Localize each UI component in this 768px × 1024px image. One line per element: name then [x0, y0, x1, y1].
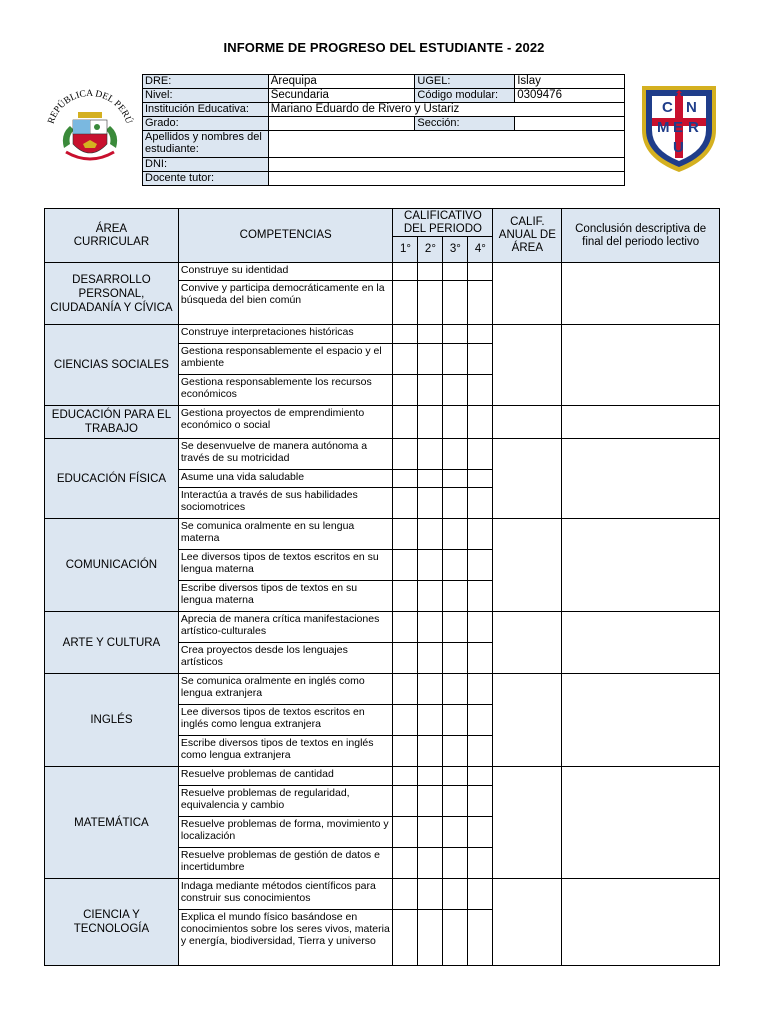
- area-name: COMUNICACIÓN: [45, 519, 179, 612]
- grade-cell-period-4[interactable]: [468, 263, 493, 281]
- grade-cell-period-3[interactable]: [443, 879, 468, 910]
- table-row: [45, 406, 720, 439]
- grade-cell-period-2[interactable]: [418, 406, 443, 439]
- annual-grade-cell[interactable]: [493, 325, 562, 406]
- nivel-label: Nivel:: [143, 89, 269, 103]
- grade-cell-period-1[interactable]: [393, 281, 418, 325]
- competencia: Gestiona proyectos de emprendimiento económico o social: [178, 406, 393, 439]
- grade-cell-period-3[interactable]: [443, 470, 468, 488]
- docente-value[interactable]: [268, 172, 624, 186]
- grade-cell-period-3[interactable]: [443, 263, 468, 281]
- grade-cell-period-1[interactable]: [393, 817, 418, 848]
- grade-cell-period-2[interactable]: [418, 470, 443, 488]
- grade-cell-period-4[interactable]: [468, 786, 493, 817]
- ugel-label: UGEL:: [415, 75, 515, 89]
- grade-cell-period-4[interactable]: [468, 879, 493, 910]
- grade-cell-period-2[interactable]: [418, 581, 443, 612]
- grade-cell-period-2[interactable]: [418, 344, 443, 375]
- grade-cell-period-1[interactable]: [393, 736, 418, 767]
- emblem-text: REPÚBLICA DEL PERÚ: [46, 88, 134, 126]
- area-name: ARTE Y CULTURA: [45, 612, 179, 674]
- competencia: Gestiona responsablemente el espacio y el ambiente: [178, 344, 393, 375]
- grade-cell-period-2[interactable]: [418, 325, 443, 344]
- grade-cell-period-3[interactable]: [443, 519, 468, 550]
- table-row: [45, 263, 720, 281]
- grade-cell-period-4[interactable]: [468, 817, 493, 848]
- area-name: CIENCIAS SOCIALES: [45, 325, 179, 406]
- docente-label: Docente tutor:: [143, 172, 269, 186]
- competencia: Asume una vida saludable: [178, 470, 393, 488]
- grade-cell-period-4[interactable]: [468, 470, 493, 488]
- competencia: Se comunica oralmente en su lengua materna: [178, 519, 393, 550]
- competencia: Construye su identidad: [178, 263, 393, 281]
- peru-coat-of-arms-icon: [40, 82, 140, 172]
- shield-letter-u: U: [673, 139, 684, 156]
- competencia: Escribe diversos tipos de textos en inglés como lengua extranjera: [178, 736, 393, 767]
- grade-cell-period-1[interactable]: [393, 263, 418, 281]
- grade-cell-period-2[interactable]: [418, 674, 443, 705]
- grado-value[interactable]: [268, 117, 415, 131]
- grade-cell-period-1[interactable]: [393, 643, 418, 674]
- grade-cell-period-4[interactable]: [468, 910, 493, 966]
- header-area: ÁREA CURRICULAR: [45, 209, 179, 263]
- area-name: EDUCACIÓN PARA EL TRABAJO: [45, 406, 179, 439]
- grade-cell-period-4[interactable]: [468, 488, 493, 519]
- header-period-3: 3°: [443, 237, 468, 263]
- table-row: [45, 439, 720, 470]
- grade-cell-period-2[interactable]: [418, 910, 443, 966]
- apellidos-value[interactable]: [268, 131, 624, 158]
- competencia: Construye interpretaciones históricas: [178, 325, 393, 344]
- competencia: Escribe diversos tipos de textos en su lengua materna: [178, 581, 393, 612]
- shield-letter-m: M: [657, 119, 670, 136]
- grade-cell-period-2[interactable]: [418, 550, 443, 581]
- grade-cell-period-1[interactable]: [393, 705, 418, 736]
- conclusion-cell[interactable]: [562, 439, 720, 519]
- grade-cell-period-2[interactable]: [418, 643, 443, 674]
- grade-cell-period-1[interactable]: [393, 910, 418, 966]
- nivel-value[interactable]: Secundaria: [268, 89, 415, 103]
- annual-grade-cell[interactable]: [493, 612, 562, 674]
- grade-cell-period-3[interactable]: [443, 406, 468, 439]
- competencia: Explica el mundo físico basándose en conocimientos sobre los seres vivos, materia y energía, biodiversidad, Tierra y universo: [178, 910, 393, 966]
- dni-value[interactable]: [268, 158, 624, 172]
- grade-cell-period-3[interactable]: [443, 488, 468, 519]
- grade-cell-period-4[interactable]: [468, 674, 493, 705]
- grade-cell-period-1[interactable]: [393, 612, 418, 643]
- grade-cell-period-2[interactable]: [418, 263, 443, 281]
- grade-cell-period-3[interactable]: [443, 910, 468, 966]
- grades-table: [44, 208, 720, 966]
- conclusion-cell[interactable]: [562, 674, 720, 767]
- grade-cell-period-2[interactable]: [418, 817, 443, 848]
- annual-grade-cell[interactable]: [493, 674, 562, 767]
- shield-letter-c: C: [662, 99, 673, 116]
- header-period-2: 2°: [418, 237, 443, 263]
- table-row: [45, 879, 720, 910]
- grade-cell-period-1[interactable]: [393, 488, 418, 519]
- grade-cell-period-3[interactable]: [443, 375, 468, 406]
- competencia: Resuelve problemas de regularidad, equivalencia y cambio: [178, 786, 393, 817]
- dre-label: DRE:: [143, 75, 269, 89]
- conclusion-cell[interactable]: [562, 406, 720, 439]
- area-name: EDUCACIÓN FÍSICA: [45, 439, 179, 519]
- annual-grade-cell[interactable]: [493, 767, 562, 879]
- grade-cell-period-3[interactable]: [443, 344, 468, 375]
- header-competencias: COMPETENCIAS: [178, 209, 393, 263]
- grade-cell-period-4[interactable]: [468, 767, 493, 786]
- grade-cell-period-3[interactable]: [443, 817, 468, 848]
- header-period-4: 4°: [468, 237, 493, 263]
- grade-cell-period-1[interactable]: [393, 786, 418, 817]
- shield-letter-n: N: [686, 99, 697, 116]
- grade-cell-period-4[interactable]: [468, 705, 493, 736]
- annual-grade-cell[interactable]: [493, 879, 562, 966]
- grade-cell-period-3[interactable]: [443, 281, 468, 325]
- grade-cell-period-4[interactable]: [468, 612, 493, 643]
- grade-cell-period-1[interactable]: [393, 767, 418, 786]
- grade-cell-period-2[interactable]: [418, 848, 443, 879]
- grade-cell-period-4[interactable]: [468, 375, 493, 406]
- competencia: Se comunica oralmente en inglés como lengua extranjera: [178, 674, 393, 705]
- grade-cell-period-4[interactable]: [468, 736, 493, 767]
- ugel-value[interactable]: Islay: [515, 75, 625, 89]
- grade-cell-period-1[interactable]: [393, 439, 418, 470]
- table-row: [45, 325, 720, 344]
- grade-cell-period-3[interactable]: [443, 550, 468, 581]
- competencia: Lee diversos tipos de textos escritos en inglés como lengua extranjera: [178, 705, 393, 736]
- grade-cell-period-1[interactable]: [393, 344, 418, 375]
- grade-cell-period-4[interactable]: [468, 643, 493, 674]
- grade-cell-period-3[interactable]: [443, 581, 468, 612]
- competencia: Resuelve problemas de forma, movimiento y localización: [178, 817, 393, 848]
- grade-cell-period-1[interactable]: [393, 406, 418, 439]
- student-info-table: [142, 74, 625, 186]
- table-row: [45, 674, 720, 705]
- table-row: [45, 767, 720, 786]
- table-row: [45, 612, 720, 643]
- grade-cell-period-2[interactable]: [418, 879, 443, 910]
- grade-cell-period-2[interactable]: [418, 375, 443, 406]
- competencia: Gestiona responsablemente los recursos económicos: [178, 375, 393, 406]
- grade-cell-period-2[interactable]: [418, 281, 443, 325]
- grade-cell-period-1[interactable]: [393, 470, 418, 488]
- grade-cell-period-1[interactable]: [393, 581, 418, 612]
- codigo-label: Código modular:: [415, 89, 515, 103]
- grade-cell-period-1[interactable]: [393, 325, 418, 344]
- apellidos-label: Apellidos y nombres del estudiante:: [143, 131, 269, 158]
- conclusion-cell[interactable]: [562, 325, 720, 406]
- annual-grade-cell[interactable]: [493, 439, 562, 519]
- header-anual: CALIF. ANUAL DE ÁREA: [493, 209, 562, 263]
- school-shield-icon: [638, 82, 720, 176]
- header-conclusion: Conclusión descriptiva de final del periodo lectivo: [562, 209, 720, 263]
- annual-grade-cell[interactable]: [493, 519, 562, 612]
- grade-cell-period-1[interactable]: [393, 519, 418, 550]
- grade-cell-period-4[interactable]: [468, 550, 493, 581]
- grade-cell-period-2[interactable]: [418, 488, 443, 519]
- competencia: Se desenvuelve de manera autónoma a través de su motricidad: [178, 439, 393, 470]
- grade-cell-period-4[interactable]: [468, 325, 493, 344]
- grade-cell-period-3[interactable]: [443, 439, 468, 470]
- grade-cell-period-2[interactable]: [418, 786, 443, 817]
- grade-cell-period-3[interactable]: [443, 612, 468, 643]
- codigo-value[interactable]: 0309476: [515, 89, 625, 103]
- institucion-label: Institución Educativa:: [143, 103, 269, 117]
- area-name: CIENCIA Y TECNOLOGÍA: [45, 879, 179, 966]
- grade-cell-period-1[interactable]: [393, 550, 418, 581]
- grade-cell-period-4[interactable]: [468, 439, 493, 470]
- grade-cell-period-3[interactable]: [443, 325, 468, 344]
- shield-letter-r: R: [688, 119, 699, 136]
- grade-cell-period-3[interactable]: [443, 767, 468, 786]
- grade-cell-period-4[interactable]: [468, 581, 493, 612]
- competencia: Lee diversos tipos de textos escritos en su lengua materna: [178, 550, 393, 581]
- annual-grade-cell[interactable]: [493, 406, 562, 439]
- conclusion-cell[interactable]: [562, 612, 720, 674]
- grade-cell-period-1[interactable]: [393, 375, 418, 406]
- grade-cell-period-2[interactable]: [418, 439, 443, 470]
- grades-body: [45, 263, 720, 966]
- table-row: [45, 519, 720, 550]
- competencia: Crea proyectos desde los lenguajes artísticos: [178, 643, 393, 674]
- seccion-label: Sección:: [415, 117, 515, 131]
- competencia: Resuelve problemas de gestión de datos e incertidumbre: [178, 848, 393, 879]
- grade-cell-period-2[interactable]: [418, 705, 443, 736]
- area-name: MATEMÁTICA: [45, 767, 179, 879]
- competencia: Interactúa a través de sus habilidades sociomotrices: [178, 488, 393, 519]
- conclusion-cell[interactable]: [562, 263, 720, 325]
- grade-cell-period-4[interactable]: [468, 519, 493, 550]
- grade-cell-period-1[interactable]: [393, 674, 418, 705]
- grade-cell-period-2[interactable]: [418, 612, 443, 643]
- grade-cell-period-4[interactable]: [468, 848, 493, 879]
- grade-cell-period-4[interactable]: [468, 281, 493, 325]
- grade-cell-period-2[interactable]: [418, 736, 443, 767]
- institucion-value[interactable]: Mariano Eduardo de Rivero y Ustariz: [268, 103, 624, 117]
- annual-grade-cell[interactable]: [493, 263, 562, 325]
- grade-cell-period-2[interactable]: [418, 767, 443, 786]
- grade-cell-period-4[interactable]: [468, 344, 493, 375]
- header-period-1: 1°: [393, 237, 418, 263]
- competencia: Resuelve problemas de cantidad: [178, 767, 393, 786]
- dni-label: DNI:: [143, 158, 269, 172]
- report-title: INFORME DE PROGRESO DEL ESTUDIANTE - 2022: [223, 40, 545, 55]
- area-name: DESARROLLO PERSONAL, CIUDADANÍA Y CÍVICA: [45, 263, 179, 325]
- grade-cell-period-1[interactable]: [393, 879, 418, 910]
- grade-cell-period-1[interactable]: [393, 848, 418, 879]
- grade-cell-period-2[interactable]: [418, 519, 443, 550]
- grade-cell-period-3[interactable]: [443, 848, 468, 879]
- shield-letter-e: E: [673, 119, 684, 136]
- conclusion-cell[interactable]: [562, 767, 720, 879]
- grade-cell-period-3[interactable]: [443, 643, 468, 674]
- conclusion-cell[interactable]: [562, 879, 720, 966]
- seccion-value[interactable]: [515, 117, 625, 131]
- dre-value[interactable]: Arequipa: [268, 75, 415, 89]
- grade-cell-period-3[interactable]: [443, 674, 468, 705]
- competencia: Aprecia de manera crítica manifestaciones artístico-culturales: [178, 612, 393, 643]
- grade-cell-period-3[interactable]: [443, 786, 468, 817]
- competencia: Indaga mediante métodos científicos para construir sus conocimientos: [178, 879, 393, 910]
- area-name: INGLÉS: [45, 674, 179, 767]
- conclusion-cell[interactable]: [562, 519, 720, 612]
- grado-label: Grado:: [143, 117, 269, 131]
- grade-cell-period-3[interactable]: [443, 736, 468, 767]
- grade-cell-period-3[interactable]: [443, 705, 468, 736]
- grade-cell-period-4[interactable]: [468, 406, 493, 439]
- competencia: Convive y participa democráticamente en la búsqueda del bien común: [178, 281, 393, 325]
- header-calificativo: CALIFICATIVO DEL PERIODO: [393, 209, 493, 237]
